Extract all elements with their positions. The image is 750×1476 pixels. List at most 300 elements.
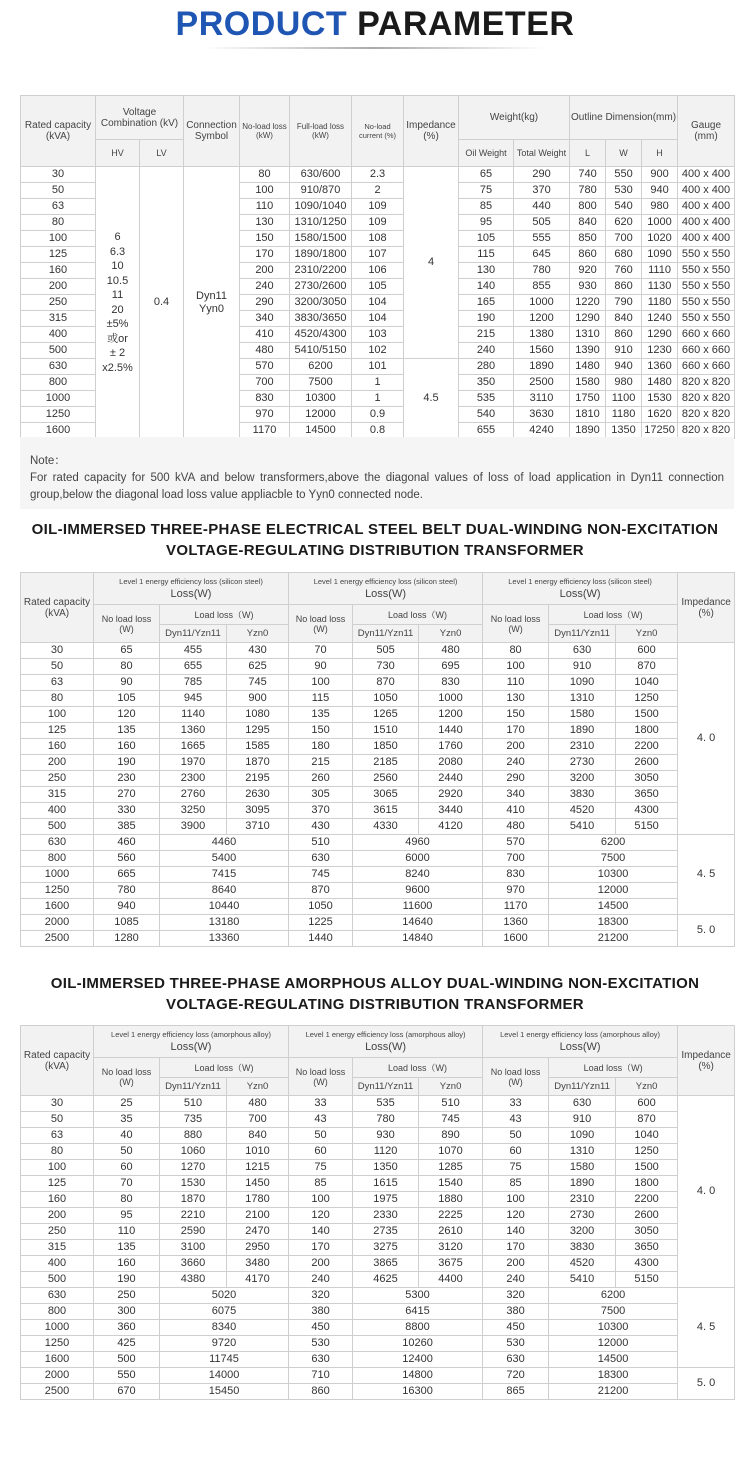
group-label: Level 1 energy efficiency loss (silicon steel) xyxy=(508,577,652,586)
table-row xyxy=(21,1384,735,1400)
cell-loss-value: 16300 xyxy=(353,1384,483,1400)
cell-capacity: 250 xyxy=(21,1224,94,1240)
cell-loss-value: 250 xyxy=(94,1288,160,1304)
cell-loss-value: 480 xyxy=(227,1096,289,1112)
cell-loss-value: 880 xyxy=(160,1128,227,1144)
header-w: W xyxy=(606,140,642,167)
cell-l: 1310 xyxy=(570,327,606,343)
cell-total-weight: 1890 xyxy=(514,359,570,375)
cell-total-weight: 1000 xyxy=(514,295,570,311)
cell-loss-value: 120 xyxy=(94,707,160,723)
cell-loss-value: 80 xyxy=(94,659,160,675)
cell-impedance: 5. 0 xyxy=(678,1368,735,1400)
hv-value-line: 11 xyxy=(111,289,124,301)
cell-loss-value: 330 xyxy=(94,803,160,819)
cell-loss-value: 7415 xyxy=(160,867,289,883)
cell-loss-value: 970 xyxy=(483,883,549,899)
silicon-steel-section-title xyxy=(0,519,750,561)
header-load-loss: Load loss（W) xyxy=(353,605,483,625)
cell-loss-value: 780 xyxy=(353,1112,419,1128)
cell-loss-value: 65 xyxy=(94,643,160,659)
cell-loss-value: 75 xyxy=(289,1160,353,1176)
table-row xyxy=(21,1208,735,1224)
table-row xyxy=(21,899,735,915)
cell-gauge: 820 x 820 xyxy=(678,375,735,391)
table-row xyxy=(21,1096,735,1112)
cell-loss-value: 780 xyxy=(94,883,160,899)
cell-loss-value: 21200 xyxy=(549,931,678,947)
cell-loss-value: 3250 xyxy=(160,803,227,819)
cell-loss-value: 240 xyxy=(483,1272,549,1288)
cell-capacity: 30 xyxy=(21,167,96,183)
cell-loss-value: 9600 xyxy=(353,883,483,899)
cell-capacity: 200 xyxy=(21,279,96,295)
silicon-title-line1: OIL-IMMERSED THREE-PHASE ELECTRICAL STEEL BELT DUAL-WINDING NON-EXCITATION xyxy=(31,521,719,538)
cell-no-load-current: 102 xyxy=(352,343,404,359)
header-l: L xyxy=(570,140,606,167)
cell-w: 940 xyxy=(606,359,642,375)
cell-capacity: 1000 xyxy=(21,867,94,883)
silicon-steel-loss-table xyxy=(20,572,735,947)
cell-loss-value: 1870 xyxy=(160,1192,227,1208)
cell-loss-value: 50 xyxy=(94,1144,160,1160)
cell-w: 1100 xyxy=(606,391,642,407)
product-parameter-body xyxy=(21,167,735,439)
cell-w: 1180 xyxy=(606,407,642,423)
cell-capacity: 50 xyxy=(21,659,94,675)
cell-loss-value: 1285 xyxy=(419,1160,483,1176)
cell-loss-value: 43 xyxy=(483,1112,549,1128)
cell-w: 760 xyxy=(606,263,642,279)
cell-loss-value: 13180 xyxy=(160,915,289,931)
cell-h: 1020 xyxy=(642,231,678,247)
cell-loss-value: 1050 xyxy=(289,899,353,915)
cell-loss-value: 1970 xyxy=(160,755,227,771)
page-header xyxy=(0,0,750,56)
cell-capacity: 30 xyxy=(21,1096,94,1112)
cell-loss-value: 1975 xyxy=(353,1192,419,1208)
header-yzn0: Yzn0 xyxy=(419,625,483,643)
connection-value-line: Yyn0 xyxy=(198,302,225,315)
cell-loss-value: 630 xyxy=(549,643,616,659)
cell-gauge: 550 x 550 xyxy=(678,279,735,295)
amorphous-title-line2: VOLTAGE-REGULATING DISTRIBUTION TRANSFORMER xyxy=(166,996,584,1013)
cell-no-load-current: 1 xyxy=(352,391,404,407)
cell-loss-value: 43 xyxy=(289,1112,353,1128)
table-row xyxy=(21,931,735,947)
cell-loss-value: 70 xyxy=(289,643,353,659)
header-impedance: Impedance (%) xyxy=(678,573,735,643)
table-row xyxy=(21,1320,735,1336)
cell-h: 17250 xyxy=(642,423,678,439)
cell-loss-value: 8800 xyxy=(353,1320,483,1336)
table-row xyxy=(21,1304,735,1320)
cell-loss-value: 320 xyxy=(483,1288,549,1304)
table-row xyxy=(21,1112,735,1128)
header-connection-symbol: Connection Symbol xyxy=(184,96,240,167)
cell-loss-value: 110 xyxy=(483,675,549,691)
cell-loss-value: 40 xyxy=(94,1128,160,1144)
cell-loss-value: 510 xyxy=(160,1096,227,1112)
cell-no-load-current: 2 xyxy=(352,183,404,199)
cell-loss-value: 2920 xyxy=(419,787,483,803)
cell-capacity: 800 xyxy=(21,375,96,391)
cell-loss-value: 430 xyxy=(227,643,289,659)
header-no-load-loss: No-load loss (kW) xyxy=(240,96,290,167)
cell-loss-value: 655 xyxy=(160,659,227,675)
cell-no-load-current: 108 xyxy=(352,231,404,247)
cell-loss-value: 2300 xyxy=(160,771,227,787)
cell-capacity: 400 xyxy=(21,327,96,343)
cell-gauge: 820 x 820 xyxy=(678,391,735,407)
cell-capacity: 315 xyxy=(21,311,96,327)
cell-capacity: 50 xyxy=(21,183,96,199)
cell-loss-value: 120 xyxy=(483,1208,549,1224)
table-row xyxy=(21,755,735,771)
cell-loss-value: 135 xyxy=(94,723,160,739)
amorphous-alloy-loss-table xyxy=(20,1025,735,1400)
table-row xyxy=(21,1336,735,1352)
cell-no-load-loss: 240 xyxy=(240,279,290,295)
cell-loss-value: 170 xyxy=(289,1240,353,1256)
cell-total-weight: 505 xyxy=(514,215,570,231)
cell-loss-value: 4170 xyxy=(227,1272,289,1288)
amorphous-alloy-section-title xyxy=(0,973,750,1015)
cell-loss-value: 1225 xyxy=(289,915,353,931)
cell-full-load-loss: 6200 xyxy=(290,359,352,375)
cell-gauge: 400 x 400 xyxy=(678,199,735,215)
cell-h: 1000 xyxy=(642,215,678,231)
table-row xyxy=(21,851,735,867)
table-row xyxy=(21,819,735,835)
cell-loss-value: 3660 xyxy=(160,1256,227,1272)
cell-capacity: 160 xyxy=(21,263,96,279)
header-dyn11-yzn11: Dyn11/Yzn11 xyxy=(160,1078,227,1096)
cell-loss-value: 4520 xyxy=(549,1256,616,1272)
cell-no-load-current: 0.8 xyxy=(352,423,404,439)
cell-h: 900 xyxy=(642,167,678,183)
cell-loss-value: 10300 xyxy=(549,867,678,883)
header-dyn11-yzn11: Dyn11/Yzn11 xyxy=(160,625,227,643)
product-parameter-table xyxy=(20,95,735,439)
cell-capacity: 400 xyxy=(21,803,94,819)
cell-w: 550 xyxy=(606,167,642,183)
cell-loss-value: 460 xyxy=(94,835,160,851)
header-dyn11-yzn11: Dyn11/Yzn11 xyxy=(549,625,616,643)
cell-loss-value: 1665 xyxy=(160,739,227,755)
note-box xyxy=(20,437,734,509)
cell-loss-value: 70 xyxy=(94,1176,160,1192)
cell-capacity: 100 xyxy=(21,231,96,247)
cell-loss-value: 12000 xyxy=(549,883,678,899)
cell-no-load-current: 101 xyxy=(352,359,404,375)
amorphous-title-line1: OIL-IMMERSED THREE-PHASE AMORPHOUS ALLOY DUAL-WINDING NON-EXCITATION xyxy=(50,975,700,992)
cell-loss-value: 2225 xyxy=(419,1208,483,1224)
cell-loss-value: 2600 xyxy=(616,1208,678,1224)
cell-loss-value: 5410 xyxy=(549,819,616,835)
cell-l: 780 xyxy=(570,183,606,199)
cell-loss-value: 1250 xyxy=(616,691,678,707)
hv-value-line: ±5% xyxy=(106,318,129,330)
cell-w: 530 xyxy=(606,183,642,199)
cell-loss-value: 100 xyxy=(289,1192,353,1208)
cell-loss-value: 14500 xyxy=(549,1352,678,1368)
header-no-load-current: No-load current (%) xyxy=(352,96,404,167)
cell-loss-value: 910 xyxy=(549,1112,616,1128)
cell-loss-value: 160 xyxy=(94,1256,160,1272)
cell-loss-value: 890 xyxy=(419,1128,483,1144)
cell-loss-value: 1850 xyxy=(353,739,419,755)
cell-loss-value: 4625 xyxy=(353,1272,419,1288)
cell-w: 790 xyxy=(606,295,642,311)
cell-gauge: 550 x 550 xyxy=(678,263,735,279)
cell-loss-value: 1580 xyxy=(549,707,616,723)
table-row xyxy=(21,1240,735,1256)
cell-capacity: 63 xyxy=(21,199,96,215)
cell-loss-value: 105 xyxy=(94,691,160,707)
cell-loss-value: 745 xyxy=(227,675,289,691)
group-label: Level 1 energy efficiency loss (silicon steel) xyxy=(119,577,263,586)
cell-loss-value: 3275 xyxy=(353,1240,419,1256)
cell-no-load-loss: 1170 xyxy=(240,423,290,439)
table-row xyxy=(21,739,735,755)
table-row xyxy=(21,1272,735,1288)
cell-w: 700 xyxy=(606,231,642,247)
cell-loss-value: 665 xyxy=(94,867,160,883)
cell-total-weight: 555 xyxy=(514,231,570,247)
header-load-loss: Load loss（W) xyxy=(160,1058,289,1078)
cell-loss-value: 25 xyxy=(94,1096,160,1112)
cell-loss-value: 630 xyxy=(289,1352,353,1368)
cell-loss-value: 2470 xyxy=(227,1224,289,1240)
cell-loss-value: 370 xyxy=(289,803,353,819)
cell-loss-value: 120 xyxy=(289,1208,353,1224)
cell-total-weight: 645 xyxy=(514,247,570,263)
cell-loss-value: 425 xyxy=(94,1336,160,1352)
cell-loss-value: 4300 xyxy=(616,803,678,819)
cell-capacity: 1250 xyxy=(21,1336,94,1352)
cell-gauge: 550 x 550 xyxy=(678,295,735,311)
cell-capacity: 500 xyxy=(21,819,94,835)
cell-full-load-loss: 1310/1250 xyxy=(290,215,352,231)
cell-loss-value: 430 xyxy=(289,819,353,835)
cell-loss-value: 1500 xyxy=(616,707,678,723)
cell-gauge: 660 x 660 xyxy=(678,359,735,375)
cell-l: 800 xyxy=(570,199,606,215)
header-no-load-loss: No load loss (W) xyxy=(483,605,549,643)
cell-capacity: 250 xyxy=(21,771,94,787)
header-weight: Weight(kg) xyxy=(459,96,570,140)
cell-h: 1110 xyxy=(642,263,678,279)
cell-no-load-loss: 700 xyxy=(240,375,290,391)
table-row xyxy=(21,835,735,851)
cell-loss-value: 1615 xyxy=(353,1176,419,1192)
cell-loss-value: 12000 xyxy=(549,1336,678,1352)
header-efficiency-group xyxy=(483,1026,678,1058)
header-efficiency-group xyxy=(94,573,289,605)
cell-capacity: 1250 xyxy=(21,407,96,423)
cell-capacity: 2000 xyxy=(21,1368,94,1384)
cell-no-load-current: 104 xyxy=(352,295,404,311)
cell-loss-value: 1800 xyxy=(616,1176,678,1192)
cell-no-load-loss: 110 xyxy=(240,199,290,215)
cell-loss-value: 35 xyxy=(94,1112,160,1128)
table-row xyxy=(21,659,735,675)
cell-loss-value: 340 xyxy=(483,787,549,803)
cell-capacity: 630 xyxy=(21,359,96,375)
header-load-loss: Load loss（W) xyxy=(549,605,678,625)
loss-unit-label: Loss(W) xyxy=(170,1041,212,1053)
cell-loss-value: 2440 xyxy=(419,771,483,787)
cell-loss-value: 1040 xyxy=(616,1128,678,1144)
cell-loss-value: 385 xyxy=(94,819,160,835)
cell-l: 840 xyxy=(570,215,606,231)
group-label: Level 1 energy efficiency loss (amorphous alloy) xyxy=(111,1030,271,1039)
cell-loss-value: 3675 xyxy=(419,1256,483,1272)
cell-no-load-current: 2.3 xyxy=(352,167,404,183)
cell-full-load-loss: 14500 xyxy=(290,423,352,439)
cell-w: 860 xyxy=(606,279,642,295)
cell-loss-value: 2310 xyxy=(549,739,616,755)
header-no-load-loss: No load loss (W) xyxy=(483,1058,549,1096)
cell-loss-value: 3480 xyxy=(227,1256,289,1272)
cell-loss-value: 6200 xyxy=(549,835,678,851)
cell-loss-value: 3120 xyxy=(419,1240,483,1256)
cell-loss-value: 380 xyxy=(289,1304,353,1320)
cell-loss-value: 630 xyxy=(549,1096,616,1112)
table-row xyxy=(21,675,735,691)
cell-impedance: 4 xyxy=(404,167,459,359)
cell-loss-value: 50 xyxy=(289,1128,353,1144)
cell-loss-value: 1500 xyxy=(616,1160,678,1176)
cell-h: 1090 xyxy=(642,247,678,263)
cell-gauge: 660 x 660 xyxy=(678,343,735,359)
cell-loss-value: 100 xyxy=(483,659,549,675)
cell-oil-weight: 190 xyxy=(459,311,514,327)
cell-loss-value: 75 xyxy=(483,1160,549,1176)
loss-header-row xyxy=(21,605,735,625)
cell-loss-value: 8340 xyxy=(160,1320,289,1336)
cell-l: 1810 xyxy=(570,407,606,423)
cell-loss-value: 830 xyxy=(483,867,549,883)
table-row xyxy=(21,723,735,739)
cell-loss-value: 80 xyxy=(483,643,549,659)
cell-loss-value: 1510 xyxy=(353,723,419,739)
cell-loss-value: 130 xyxy=(483,691,549,707)
cell-loss-value: 18300 xyxy=(549,1368,678,1384)
cell-loss-value: 13360 xyxy=(160,931,289,947)
cell-hv-values xyxy=(96,167,140,439)
cell-total-weight: 855 xyxy=(514,279,570,295)
cell-loss-value: 4400 xyxy=(419,1272,483,1288)
loss-unit-label: Loss(W) xyxy=(559,588,601,600)
cell-no-load-loss: 100 xyxy=(240,183,290,199)
cell-loss-value: 1440 xyxy=(419,723,483,739)
cell-loss-value: 570 xyxy=(483,835,549,851)
cell-loss-value: 840 xyxy=(227,1128,289,1144)
cell-loss-value: 2185 xyxy=(353,755,419,771)
cell-lv-value: 0.4 xyxy=(140,167,184,439)
table-row xyxy=(21,803,735,819)
cell-loss-value: 85 xyxy=(483,1176,549,1192)
cell-loss-value: 600 xyxy=(616,643,678,659)
cell-total-weight: 4240 xyxy=(514,423,570,439)
cell-capacity: 1000 xyxy=(21,1320,94,1336)
cell-loss-value: 710 xyxy=(289,1368,353,1384)
group-label: Level 1 energy efficiency loss (amorphous alloy) xyxy=(305,1030,466,1039)
cell-loss-value: 190 xyxy=(94,755,160,771)
cell-loss-value: 290 xyxy=(483,771,549,787)
cell-loss-value: 270 xyxy=(94,787,160,803)
table-row xyxy=(21,643,735,659)
cell-full-load-loss: 4520/4300 xyxy=(290,327,352,343)
cell-loss-value: 1080 xyxy=(227,707,289,723)
cell-oil-weight: 115 xyxy=(459,247,514,263)
cell-oil-weight: 95 xyxy=(459,215,514,231)
cell-loss-value: 1800 xyxy=(616,723,678,739)
table-row xyxy=(21,1256,735,1272)
cell-capacity: 630 xyxy=(21,1288,94,1304)
cell-loss-value: 5150 xyxy=(616,819,678,835)
cell-capacity: 1600 xyxy=(21,423,96,439)
table-row xyxy=(21,1368,735,1384)
cell-no-load-loss: 200 xyxy=(240,263,290,279)
table-row xyxy=(21,691,735,707)
cell-full-load-loss: 3830/3650 xyxy=(290,311,352,327)
cell-loss-value: 10260 xyxy=(353,1336,483,1352)
cell-loss-value: 2735 xyxy=(353,1224,419,1240)
cell-loss-value: 1120 xyxy=(353,1144,419,1160)
cell-loss-value: 3830 xyxy=(549,787,616,803)
cell-loss-value: 2330 xyxy=(353,1208,419,1224)
cell-total-weight: 290 xyxy=(514,167,570,183)
cell-loss-value: 6000 xyxy=(353,851,483,867)
cell-loss-value: 2310 xyxy=(549,1192,616,1208)
cell-loss-value: 600 xyxy=(616,1096,678,1112)
cell-loss-value: 505 xyxy=(353,643,419,659)
cell-full-load-loss: 2730/2600 xyxy=(290,279,352,295)
cell-loss-value: 745 xyxy=(289,867,353,883)
cell-capacity: 1600 xyxy=(21,899,94,915)
cell-l: 1480 xyxy=(570,359,606,375)
header-voltage-combination: Voltage Combination (kV) xyxy=(96,96,184,140)
cell-no-load-loss: 410 xyxy=(240,327,290,343)
cell-w: 540 xyxy=(606,199,642,215)
title-underline xyxy=(205,47,545,49)
connection-value-line: Dyn11 xyxy=(196,289,227,302)
cell-total-weight: 1560 xyxy=(514,343,570,359)
cell-loss-value: 9720 xyxy=(160,1336,289,1352)
cell-total-weight: 1380 xyxy=(514,327,570,343)
cell-loss-value: 1050 xyxy=(353,691,419,707)
cell-loss-value: 630 xyxy=(483,1352,549,1368)
hv-value-line: 10 xyxy=(111,260,124,272)
cell-h: 1130 xyxy=(642,279,678,295)
cell-capacity: 80 xyxy=(21,215,96,231)
cell-loss-value: 480 xyxy=(419,643,483,659)
cell-loss-value: 1250 xyxy=(616,1144,678,1160)
cell-loss-value: 3100 xyxy=(160,1240,227,1256)
header-load-loss: Load loss（W) xyxy=(160,605,289,625)
cell-capacity: 1250 xyxy=(21,883,94,899)
cell-l: 1580 xyxy=(570,375,606,391)
cell-loss-value: 1070 xyxy=(419,1144,483,1160)
header-rated-capacity: Rated capacity (kVA) xyxy=(21,96,96,167)
cell-total-weight: 2500 xyxy=(514,375,570,391)
cell-loss-value: 115 xyxy=(289,691,353,707)
header-rated-capacity: Rated capacity (kVA) xyxy=(21,573,94,643)
cell-loss-value: 60 xyxy=(483,1144,549,1160)
